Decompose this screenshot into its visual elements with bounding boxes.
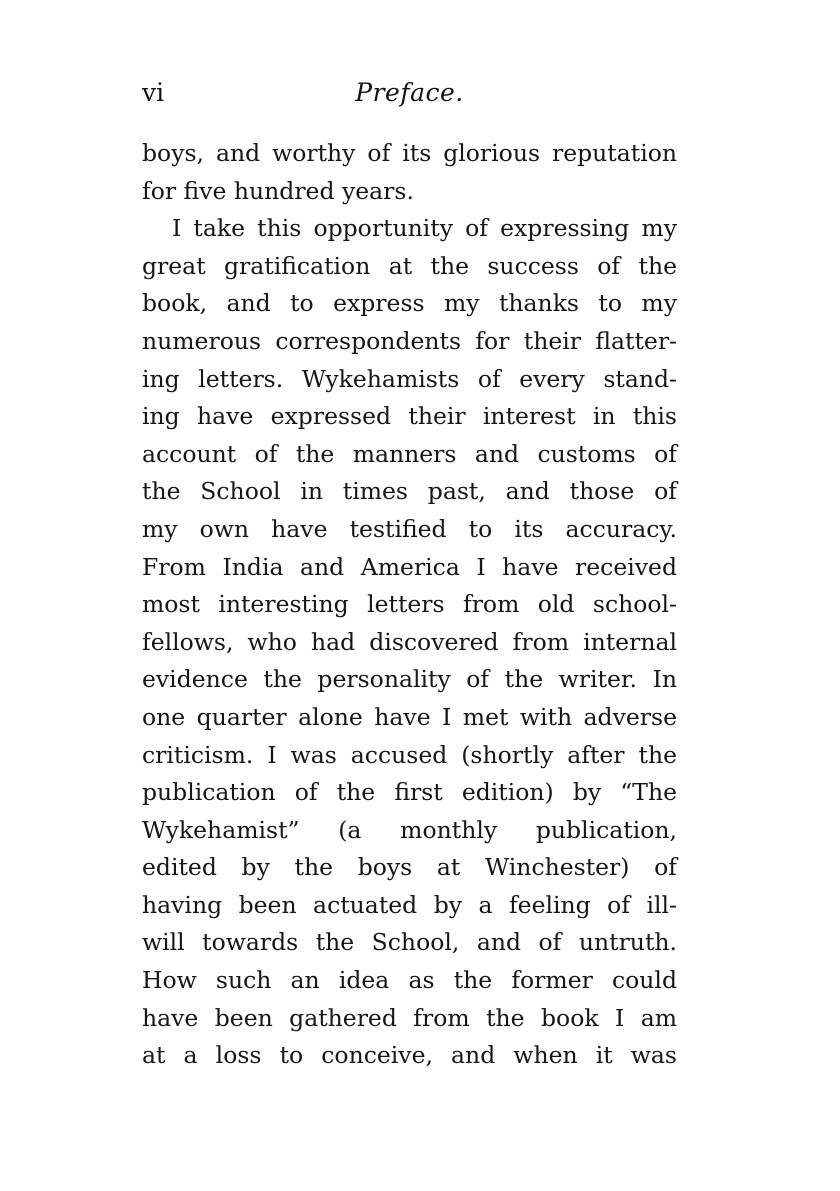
page-number: vi	[142, 78, 165, 107]
body-text	[142, 135, 677, 1075]
page-header	[142, 78, 677, 122]
text-line: boys, and worthy of its glorious reputation	[142, 139, 677, 167]
text-line: How such an idea as the former could	[142, 966, 677, 995]
text-line: fellows, who had discovered from internal	[142, 627, 677, 656]
text-line: I take this opportunity of expressing my	[172, 214, 677, 243]
text-line: numerous correspondents for their flatter-	[142, 326, 677, 355]
text-line: my own have testified to its accuracy.	[142, 514, 677, 543]
text-line: account of the manners and customs of	[142, 439, 677, 468]
text-line: great gratification at the success of the	[142, 251, 677, 280]
text-line: at a loss to conceive, and when it was	[142, 1041, 677, 1070]
running-title: Preface.	[355, 78, 464, 107]
text-line: edited by the boys at Winchester) of	[142, 853, 677, 882]
text-line: book, and to express my thanks to my	[142, 289, 677, 318]
text-line: the School in times past, and those of	[142, 477, 677, 506]
text-line: Wykehamist” (a monthly publication,	[142, 815, 677, 844]
text-line: for five hundred years.	[142, 176, 414, 205]
text-line: evidence the personality of the writer. In	[142, 665, 677, 694]
text-line: will towards the School, and of untruth.	[142, 928, 677, 957]
text-line: have been gathered from the book I am	[142, 1003, 677, 1032]
text-line: one quarter alone have I met with adverse	[142, 702, 677, 731]
text-line: publication of the first edition) by “The	[142, 778, 677, 807]
text-line: From India and America I have received	[142, 552, 677, 581]
text-line: having been actuated by a feeling of ill-	[142, 890, 677, 919]
text-line: ing letters. Wykehamists of every stand-	[142, 364, 677, 393]
text-line: criticism. I was accused (shortly after the	[142, 740, 677, 769]
text-line: ing have expressed their interest in this	[142, 402, 677, 431]
text-line: most interesting letters from old school-	[142, 590, 677, 619]
